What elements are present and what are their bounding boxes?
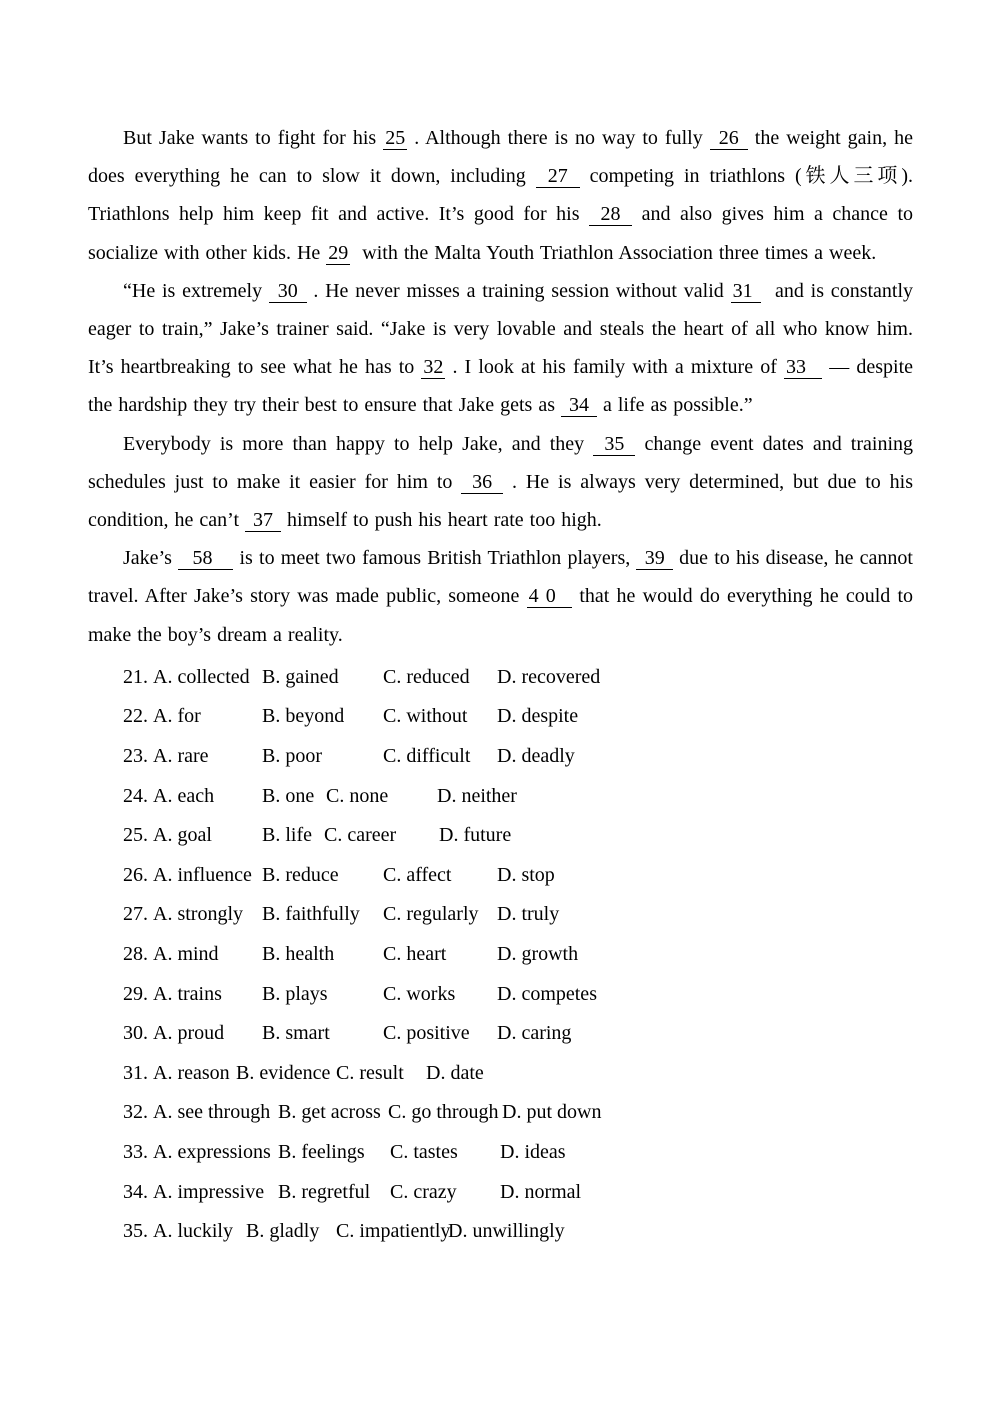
- option-22-a: A. for: [153, 705, 201, 728]
- option-24-c: C. none: [326, 784, 389, 807]
- question-number-21: 21.: [123, 665, 148, 688]
- option-row-22: [88, 697, 913, 737]
- option-row-31: [88, 1054, 913, 1094]
- options-list: [88, 658, 913, 1252]
- blank-26: 26: [711, 127, 746, 149]
- option-32-b: B. get across: [278, 1101, 381, 1124]
- option-21-c: C. reduced: [383, 665, 470, 688]
- option-35-b: B. gladly: [246, 1220, 320, 1243]
- option-row-33: [88, 1133, 913, 1173]
- option-row-28: [88, 935, 913, 975]
- option-33-d: D. ideas: [500, 1140, 566, 1163]
- option-23-a: A. rare: [153, 745, 209, 768]
- question-number-28: 28.: [123, 943, 148, 965]
- passage: [88, 119, 913, 654]
- option-25-b: B. life: [262, 824, 312, 847]
- option-31-a: A. reason: [153, 1061, 230, 1084]
- option-21-b: B. gained: [262, 665, 339, 688]
- question-number-32: 32.: [123, 1101, 148, 1124]
- blank-29: 29: [328, 241, 349, 264]
- option-34-b: B. regretful: [278, 1180, 371, 1203]
- question-number-31: 31.: [123, 1061, 148, 1084]
- option-22-d: D. despite: [497, 705, 579, 728]
- option-32-c: C. go through: [388, 1101, 499, 1124]
- blank-33: 33: [785, 356, 821, 379]
- blank-25: 25: [385, 127, 406, 149]
- option-27-d: D. truly: [497, 903, 560, 926]
- option-30-d: D. caring: [497, 1022, 572, 1045]
- passage-paragraph-3: Everybody is more than happy to help Jake, and they 35 change event dates and training schedules just to make it easier for him to 36 . He is always very determined, but due to his condition, he can’t 37 himself to push his heart rate too high.: [88, 432, 914, 532]
- option-28-a: A. mind: [153, 943, 219, 965]
- option-26-d: D. stop: [497, 863, 555, 886]
- question-number-26: 26.: [123, 863, 148, 886]
- option-row-23: [88, 737, 913, 777]
- option-34-a: A. impressive: [153, 1180, 265, 1203]
- option-row-27: [88, 895, 913, 935]
- option-35-d: D. unwillingly: [448, 1220, 565, 1243]
- option-26-b: B. reduce: [262, 863, 339, 886]
- option-31-b: B. evidence: [236, 1061, 331, 1084]
- blank-36: 36: [463, 470, 502, 493]
- option-24-b: B. one: [262, 784, 315, 807]
- blank-39: 39: [638, 547, 671, 570]
- passage-paragraph-1: But Jake wants to fight for his 25 . Although there is no way to fully 26 the weight gain, he does everything he can to slow it down, including 27 competing in triathlons (铁人三项). Triathlons help him keep fit and active. It’s good for his 28 and also gives him a chance to socialize with other kids. He 29 with the Malta Youth Triathlon Association three times a week.: [88, 127, 913, 264]
- blank-37: 37: [247, 509, 280, 532]
- option-30-b: B. smart: [262, 1022, 330, 1045]
- blank-30: 30: [270, 279, 305, 302]
- option-22-b: B. beyond: [262, 705, 345, 728]
- option-25-d: D. future: [439, 824, 512, 847]
- option-row-35: [88, 1212, 913, 1252]
- option-24-a: A. each: [153, 784, 215, 807]
- option-29-a: A. trains: [153, 982, 222, 1005]
- blank-35: 35: [595, 432, 634, 455]
- blank-34: 34: [563, 394, 595, 417]
- option-row-32: [88, 1093, 913, 1133]
- option-25-c: C. career: [324, 824, 397, 847]
- option-34-c: C. crazy: [390, 1180, 457, 1203]
- option-25-a: A. goal: [153, 824, 212, 847]
- option-21-d: D. recovered: [497, 665, 601, 688]
- option-31-c: C. result: [336, 1061, 404, 1084]
- option-30-a: A. proud: [153, 1022, 225, 1045]
- option-27-a: A. strongly: [153, 903, 243, 926]
- option-29-d: D. competes: [497, 982, 597, 1005]
- option-22-c: C. without: [383, 705, 468, 728]
- option-31-d: D. date: [426, 1061, 484, 1084]
- option-23-c: C. difficult: [383, 745, 471, 768]
- question-number-29: 29.: [123, 982, 148, 1005]
- option-row-21: [88, 658, 913, 698]
- option-row-26: [88, 856, 913, 896]
- option-23-d: D. deadly: [497, 745, 575, 768]
- option-26-c: C. affect: [383, 863, 452, 886]
- question-number-22: 22.: [123, 705, 148, 728]
- option-32-a: A. see through: [153, 1101, 271, 1124]
- blank-32: 32: [423, 356, 444, 379]
- blank-58: 58: [180, 547, 232, 570]
- option-33-c: C. tastes: [390, 1140, 458, 1163]
- option-27-b: B. faithfully: [262, 903, 360, 926]
- option-32-d: D. put down: [502, 1101, 602, 1124]
- option-21-a: A. collected: [153, 665, 250, 688]
- question-number-35: 35.: [123, 1220, 148, 1243]
- blank-31: 31: [732, 279, 760, 302]
- option-28-b: B. health: [262, 943, 335, 965]
- option-26-a: A. influence: [153, 863, 252, 886]
- question-number-27: 27.: [123, 903, 148, 926]
- question-number-33: 33.: [123, 1140, 148, 1163]
- blank-28: 28: [591, 203, 631, 226]
- option-row-34: [88, 1173, 913, 1213]
- option-33-a: A. expressions: [153, 1140, 271, 1163]
- option-33-b: B. feelings: [278, 1140, 365, 1163]
- blank-27: 27: [537, 165, 578, 188]
- option-24-d: D. neither: [437, 784, 517, 807]
- option-35-a: A. luckily: [153, 1220, 233, 1243]
- question-number-34: 34.: [123, 1180, 148, 1203]
- question-number-24: 24.: [123, 784, 148, 807]
- option-row-24: [88, 777, 913, 817]
- option-row-25: [88, 816, 913, 856]
- blank-40: 4 0: [528, 585, 571, 608]
- option-29-b: B. plays: [262, 982, 328, 1005]
- question-number-23: 23.: [123, 745, 148, 768]
- option-35-c: C. impatiently: [336, 1220, 451, 1243]
- option-row-30: [88, 1014, 913, 1054]
- question-number-30: 30.: [123, 1022, 148, 1045]
- option-23-b: B. poor: [262, 745, 322, 768]
- passage-paragraph-2: “He is extremely 30 . He never misses a training session without valid 31 and is constantly eager to train,” Jake’s trainer said. “Jake is very lovable and steals the heart of all who know him. It’s heartbreaking to see what he has to 32 . I look at his family with a mixture of 33 — despite the hardship they try their best to ensure that Jake gets as 34 a life as possible.”: [88, 279, 914, 417]
- question-number-25: 25.: [123, 824, 148, 847]
- option-28-c: C. heart: [383, 943, 447, 965]
- option-34-d: D. normal: [500, 1180, 582, 1203]
- passage-paragraph-4: Jake’s 58 is to meet two famous British Triathlon players, 39 due to his disease, he cannot travel. After Jake’s story was made public, someone 4 0 that he would do everything he could to make the boy’s dream a reality.: [88, 547, 914, 646]
- option-29-c: C. works: [383, 982, 456, 1005]
- option-28-d: D. growth: [497, 943, 579, 965]
- option-30-c: C. positive: [383, 1022, 470, 1045]
- option-27-c: C. regularly: [383, 903, 479, 926]
- option-row-29: [88, 975, 913, 1015]
